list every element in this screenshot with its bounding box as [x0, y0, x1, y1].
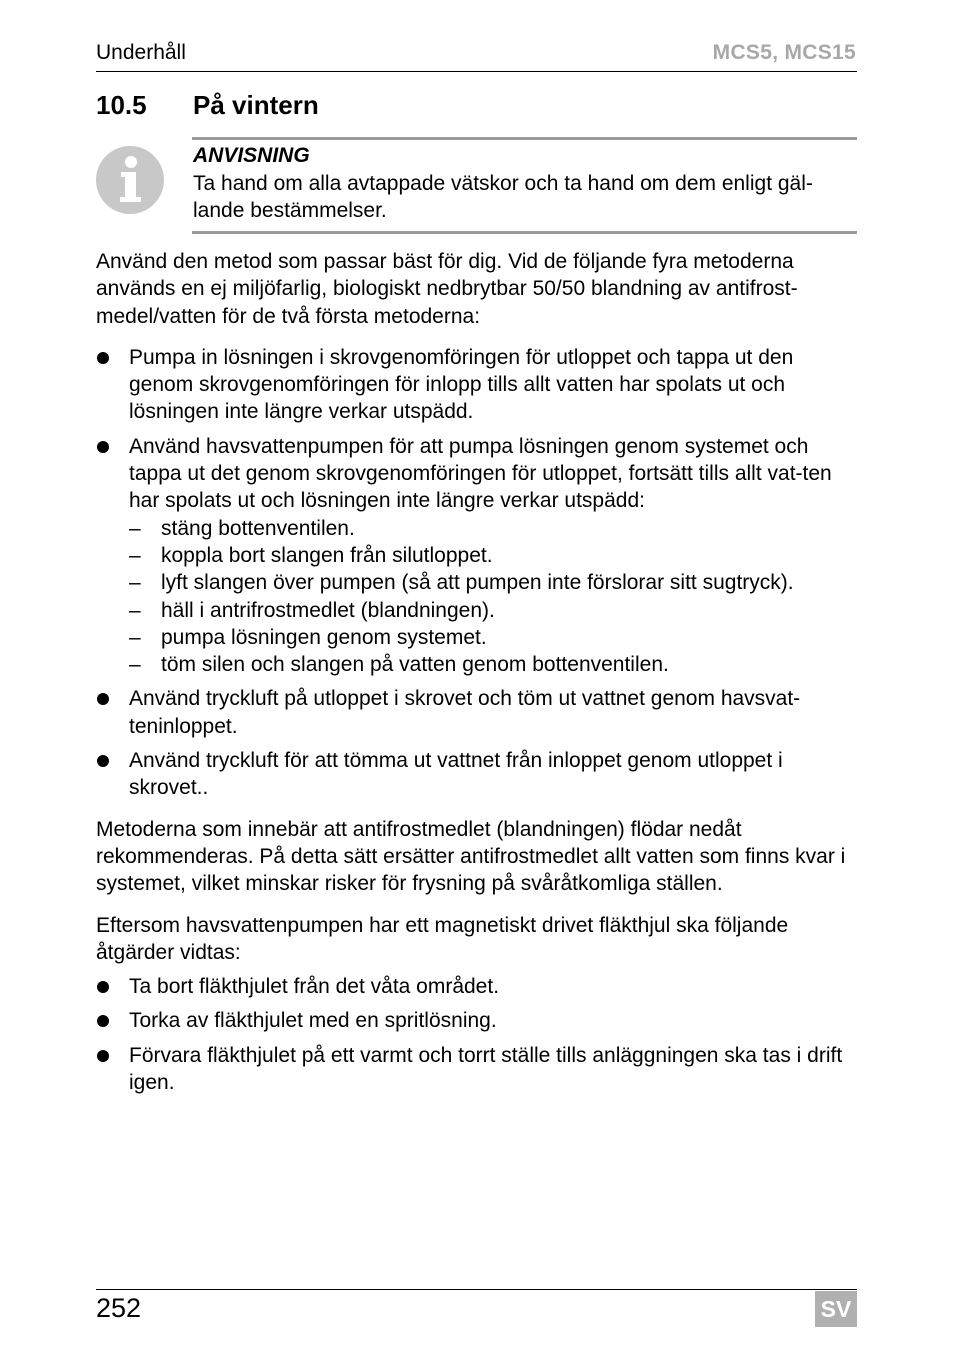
methods-list [96, 344, 857, 802]
bullet-icon [97, 1050, 109, 1062]
sub-step: – pumpa lösningen genom systemet. [129, 625, 487, 649]
footer-divider [96, 1289, 857, 1290]
bullet-icon [97, 693, 109, 705]
note-top-rule [192, 137, 857, 140]
header-divider [96, 71, 857, 72]
intro-paragraph: Använd den metod som passar bäst för dig. Vid de följande fyra metoderna används en ej miljöfarlig, biologiskt nedbrytbar 50/50 blandning av antifrost-medel/vatten för de två första metoderna: [96, 250, 798, 328]
impeller-paragraph: Eftersom havsvattenpumpen har ett magnetiskt drivet fläkthjul ska följande åtgärder vidtas: [96, 913, 789, 964]
running-header-section: Underhåll [96, 41, 186, 64]
sub-step: – töm silen och slangen på vatten genom bottenventilen. [129, 653, 669, 677]
section-number: 10.5 [96, 90, 147, 120]
list-item: Förvara fläkthjulet på ett varmt och torrt ställe tills anläggningen ska tas i drift igen. [96, 1042, 857, 1097]
list-item: Pumpa in lösningen i skrovgenomföringen för utloppet och tappa ut den genom skrovgenomföringen för inlopp tills allt vatten har spolats ut och lösningen inte längre verkar utspädd. [96, 344, 857, 426]
sub-step: – stäng bottenventilen. [129, 516, 355, 540]
info-icon [96, 146, 164, 214]
page-number: 252 [96, 1293, 142, 1323]
recommendation-paragraph: Metoderna som innebär att antifrostmedlet (blandningen) flödar nedåt rekommenderas. På detta sätt ersätter antifrostmedlet allt vatten som finns kvar i systemet, vilket minskar risker för frysning på svåråtkomliga ställen. [96, 817, 846, 896]
bullet-icon [97, 981, 109, 993]
impeller-list [96, 973, 857, 1096]
list-item: Använd tryckluft på utloppet i skrovet och töm ut vattnet genom havsvat-teninloppet. [96, 685, 857, 740]
main-content [96, 248, 857, 1110]
sub-step: – koppla bort slangen från silutloppet. [129, 543, 493, 567]
sub-step: – häll i antrifrostmedlet (blandningen). [129, 598, 495, 622]
note-label: ANVISNING [193, 144, 310, 167]
section-title: På vintern [193, 90, 319, 120]
list-item: Använd havsvattenpumpen för att pumpa lösningen genom systemet och tappa ut det genom skrovgenomföringen för utloppet, fortsätt tills allt vat-ten har spolats ut och lösningen inte längre verkar utspädd: – stäng bottenventilen. – koppla bort slangen från silutloppet. – lyft slangen över pumpen (så att pumpen inte förslorar sitt sugtryck). – häll i antrifrostmedlet (blandningen). – pumpa lösningen genom systemet. – töm silen och slangen på vatten genom bottenventilen. [96, 433, 857, 679]
running-header-product: MCS5, MCS15 [712, 41, 856, 64]
bullet-icon [97, 441, 109, 453]
list-item: Ta bort fläkthjulet från det våta området. [96, 973, 857, 1000]
bullet-icon [97, 1015, 109, 1027]
sub-step: – lyft slangen över pumpen (så att pumpen inte förslorar sitt sugtryck). [129, 571, 794, 595]
bullet-icon [97, 755, 109, 767]
list-item: Torka av fläkthjulet med en spritlösning. [96, 1007, 857, 1034]
bullet-icon [97, 352, 109, 364]
section-heading [96, 90, 319, 121]
sub-steps-list [129, 515, 857, 679]
note-text: Ta hand om alla avtappade vätskor och ta hand om dem enligt gäl-lande bestämmelser. [193, 172, 813, 222]
note-bottom-rule [192, 231, 857, 234]
language-badge: SV [815, 1291, 857, 1327]
list-item: Använd tryckluft för att tömma ut vattnet från inloppet genom utloppet i skrovet.. [96, 747, 857, 802]
